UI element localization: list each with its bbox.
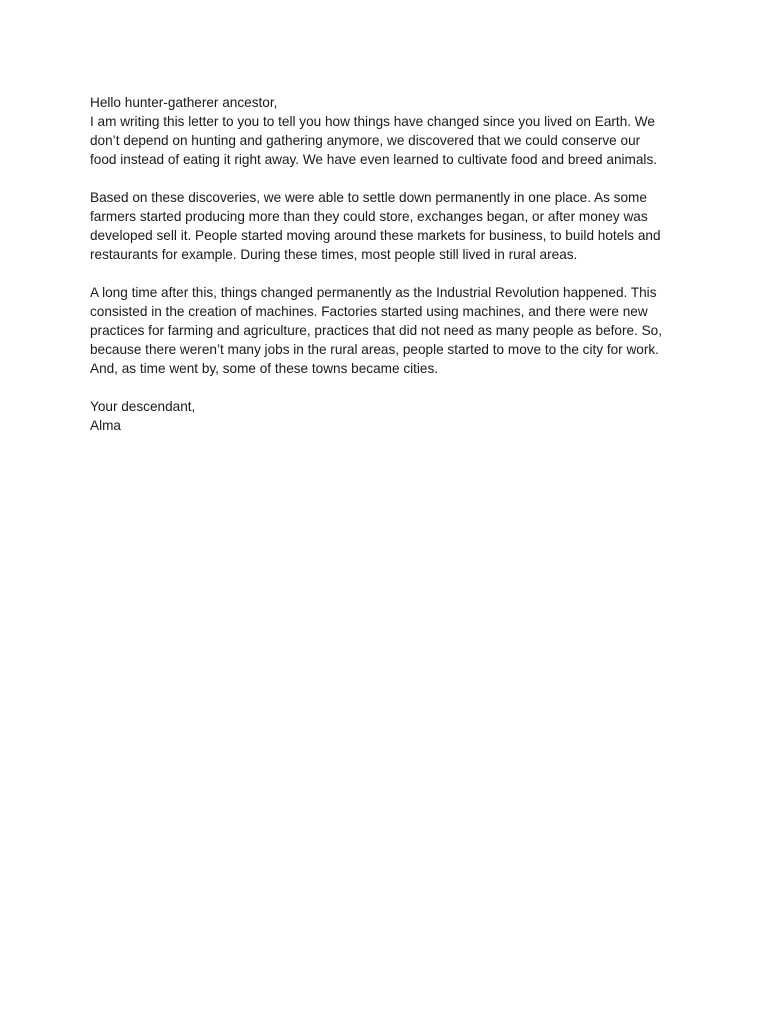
- paragraph-3: [90, 283, 682, 378]
- paragraph-1-line: food instead of eating it right away. We have even learned to cultivate food and breed animals.: [90, 152, 658, 167]
- paragraph-3-line: practices for farming and agriculture, practices that did not need as many people as before. So,: [90, 323, 663, 338]
- paragraph-1-line: I am writing this letter to you to tell you how things have changed since you lived on Earth. We: [90, 114, 655, 129]
- paragraph-3-line: A long time after this, things changed permanently as the Industrial Revolution happened. This: [90, 285, 657, 300]
- paragraph-3-line: And, as time went by, some of these towns became cities.: [90, 361, 439, 376]
- paragraph-3-line: consisted in the creation of machines. Factories started using machines, and there were new: [90, 304, 648, 319]
- paragraph-2-line: Based on these discoveries, we were able to settle down permanently in one place. As some: [90, 190, 647, 205]
- paragraph-3-line: because there weren’t many jobs in the rural areas, people started to move to the city for work.: [90, 342, 659, 357]
- paragraph-2-line: farmers started producing more than they could store, exchanges began, or after money was: [90, 209, 648, 224]
- letter-body: [90, 93, 682, 435]
- paragraph-2: [90, 188, 682, 264]
- paragraph-1-line: don’t depend on hunting and gathering anymore, we discovered that we could conserve our: [90, 133, 641, 148]
- paragraph-2-line: developed sell it. People started moving around these markets for business, to build hotels and: [90, 228, 661, 243]
- closing-block: [90, 397, 682, 435]
- signature: Alma: [90, 418, 121, 433]
- paragraph-2-line: restaurants for example. During these times, most people still lived in rural areas.: [90, 247, 578, 262]
- greeting: Hello hunter-gatherer ancestor,: [90, 95, 278, 110]
- closing: Your descendant,: [90, 399, 196, 414]
- paragraph-1: [90, 93, 682, 169]
